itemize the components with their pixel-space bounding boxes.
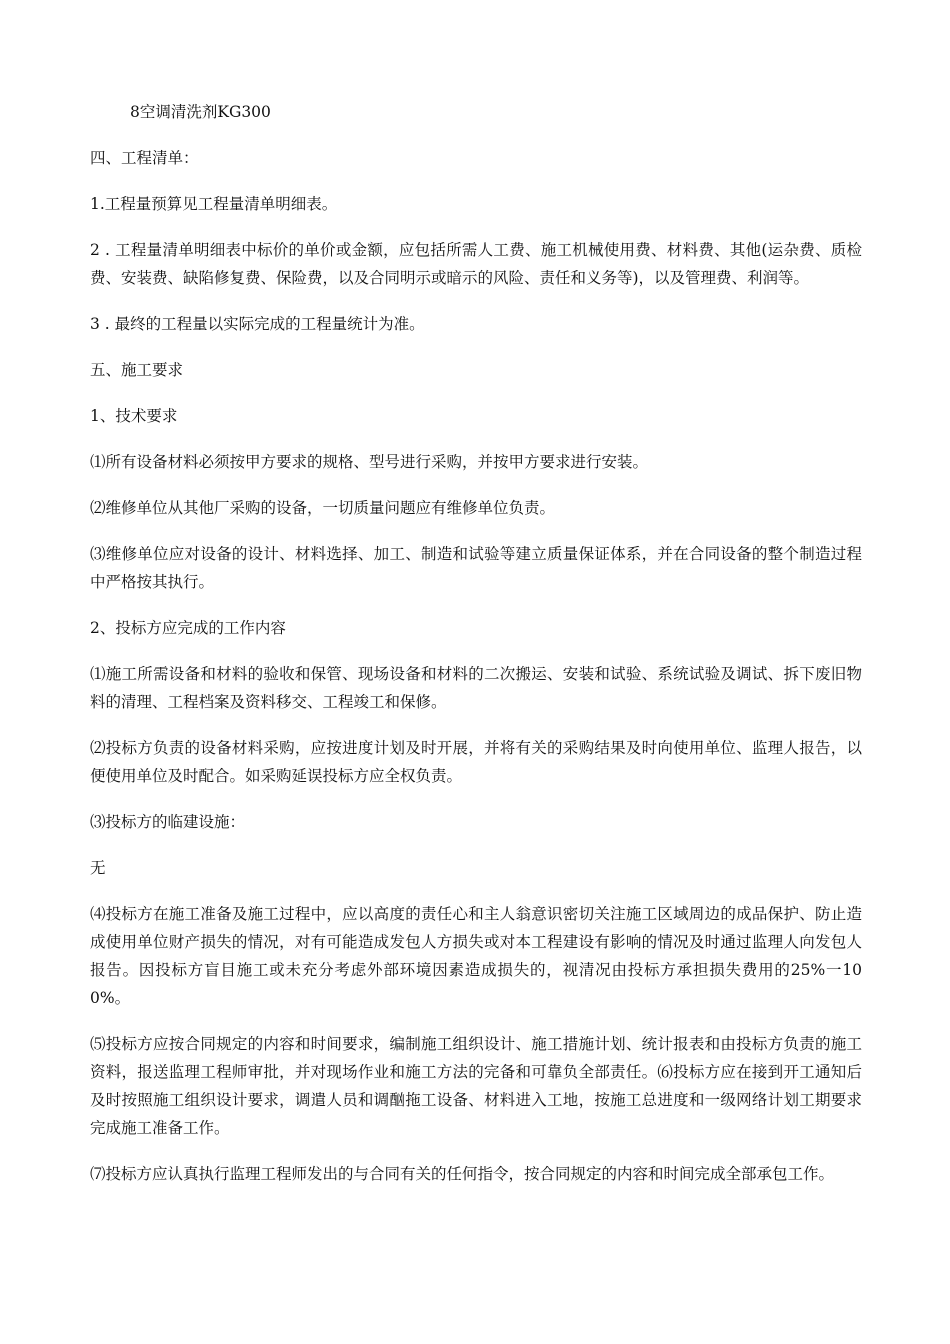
subsection-heading: 2、投标方应完成的工作内容 [90, 619, 286, 637]
paragraph: 3 . 最终的工程量以实际完成的工程量统计为准。 [90, 315, 425, 333]
subsection-heading: 1、技术要求 [90, 407, 178, 425]
paragraph: ⑵维修单位从其他厂采购的设备，一切质量问题应有维修单位负责。 [90, 499, 556, 517]
paragraph: ⑴施工所需设备和材料的验收和保管、现场设备和材料的二次搬运、安装和试验、系统试验及调试、拆下废旧物料的清理、工程档案及资料移交、工程竣工和保修。 [90, 665, 862, 711]
paragraph: 无 [90, 859, 106, 877]
paragraph: ⑴所有设备材料必须按甲方要求的规格、型号进行采购，并按甲方要求进行安装。 [90, 453, 649, 471]
paragraph: 2 . 工程量清单明细表中标价的单价或金额，应包括所需人工费、施工机械使用费、材料费、其他(运杂费、质检费、安装费、缺陷修复费、保险费，以及合同明示或暗示的风险、责任和义务等)，以及管理费、利润等。 [90, 241, 862, 287]
item-line: 8空调清洗剂KG300 [130, 103, 271, 121]
paragraph: ⑺投标方应认真执行监理工程师发出的与合同有关的任何指令，按合同规定的内容和时间完成全部承包工作。 [90, 1165, 835, 1183]
paragraph: ⑷投标方在施工准备及施工过程中，应以高度的责任心和主人翁意识密切关注施工区域周边的成品保护、防止造成使用单位财产损失的情况，对有可能造成发包人方损失或对本工程建设有影响的情况及时通过监理人向发包人报告。因投标方盲目施工或未充分考虑外部环境因素造成损失的，视清况由投标方承担损失费用的25%一100%。 [90, 905, 862, 1007]
section-heading: 五、施工要求 [90, 361, 184, 379]
paragraph: 1.工程量预算见工程量清单明细表。 [90, 195, 338, 213]
paragraph: ⑸投标方应按合同规定的内容和时间要求，编制施工组织设计、施工措施计划、统计报表和由投标方负责的施工资料，报送监理工程师审批，并对现场作业和施工方法的完备和可靠负全部责任。⑹投标方应在接到开工通知后及时按照施工组织设计要求，调遣人员和调酗拖工设备、材料进入工地，按施工总进度和一级网络计划工期要求完成施工准备工作。 [90, 1035, 862, 1137]
paragraph: ⑵投标方负责的设备材料采购，应按进度计划及时开展，并将有关的采购结果及时向使用单位、监理人报告，以便使用单位及时配合。如采购延误投标方应全权负责。 [90, 739, 862, 785]
section-heading: 四、工程清单： [90, 149, 199, 167]
paragraph: ⑶维修单位应对设备的设计、材料选择、加工、制造和试验等建立质量保证体系，并在合同设备的整个制造过程中严格按其执行。 [90, 545, 862, 591]
paragraph: ⑶投标方的临建设施： [90, 813, 246, 831]
document-body [90, 98, 862, 1206]
